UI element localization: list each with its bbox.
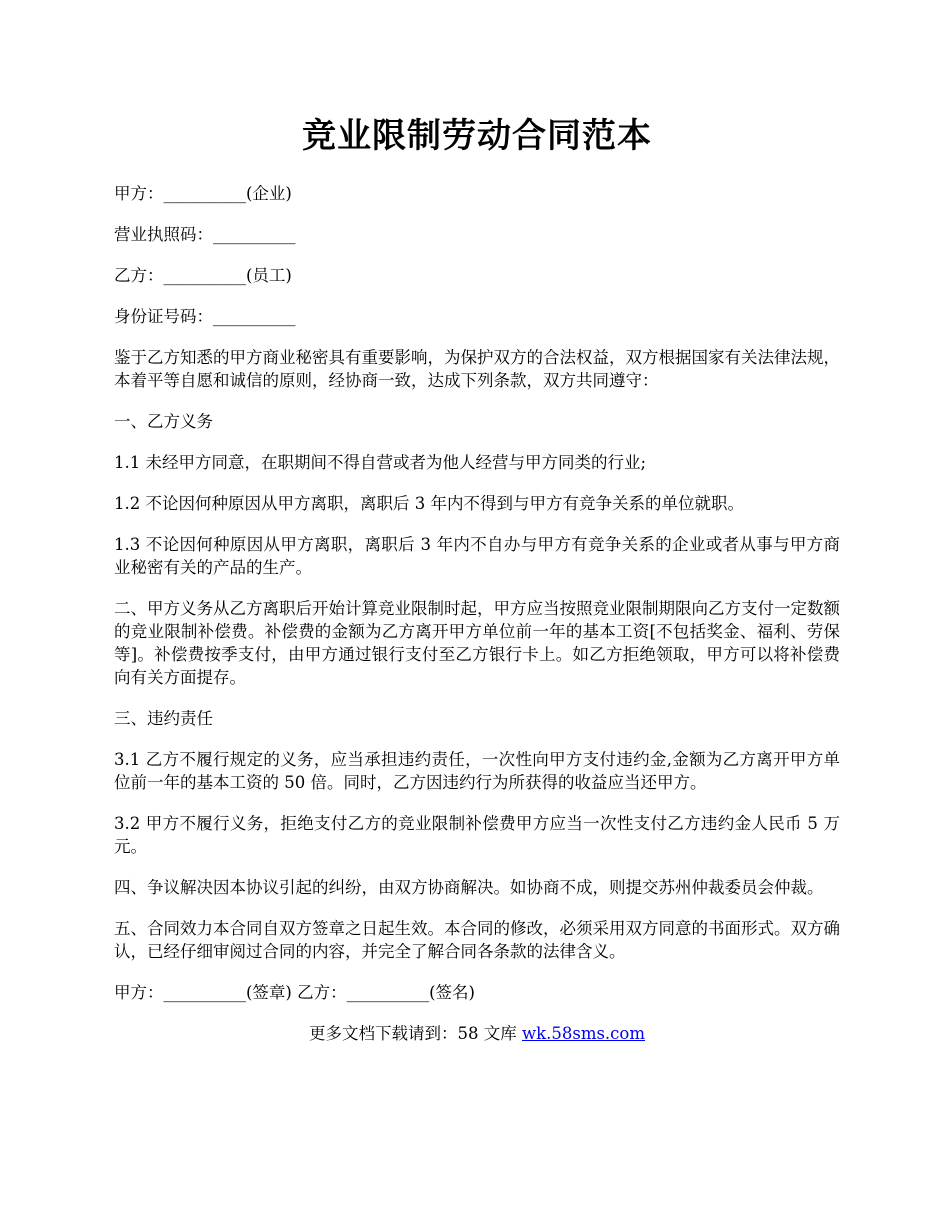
clause-1-2: 1.2 不论因何种原因从甲方离职，离职后 3 年内不得到与甲方有竞争关系的单位就职。 [114,494,744,513]
footer-text: 更多文档下载请到：58 文库 [308,1024,522,1043]
clause-1-1: 1.1 未经甲方同意，在职期间不得自营或者为他人经营与甲方同类的行业; [114,453,647,472]
section-2-paragraph: 二、甲方义务从乙方离职后开始计算竞业限制时起，甲方应当按照竞业限制期限向乙方支付一定数额的竞业限制补偿费。补偿费的金额为乙方离开甲方单位前一年的基本工资[不包括奖金、福利、劳保等]。补偿费按季支付，由甲方通过银行支付至乙方银行卡上。如乙方拒绝领取，甲方可以将补偿费向有关方面提存。 [114,599,840,687]
section-5-paragraph: 五、合同效力本合同自双方签章之日起生效。本合同的修改，必须采用双方同意的书面形式。双方确认，已经仔细审阅过合同的内容，并完全了解合同各条款的法律含义。 [114,919,840,961]
signature-line: 甲方：__________(签章) 乙方：__________(签名) [114,983,475,1002]
clause-3-1: 3.1 乙方不履行规定的义务，应当承担违约责任，一次性向甲方支付违约金,金额为乙方离开甲方单位前一年的基本工资的 50 倍。同时，乙方因违约行为所获得的收益应当还甲方。 [114,750,840,792]
clause-1-3: 1.3 不论因何种原因从甲方离职，离职后 3 年内不自办与甲方有竞争关系的企业或者从事与甲方商业秘密有关的产品的生产。 [114,535,840,577]
clause-3-2: 3.2 甲方不履行义务，拒绝支付乙方的竞业限制补偿费甲方应当一次性支付乙方违约金人民币 5 万元。 [114,814,840,856]
section-heading-1: 一、乙方义务 [114,412,213,431]
section-4-paragraph: 四、争议解决因本协议引起的纠纷，由双方协商解决。如协商不成，则提交苏州仲裁委员会仲裁。 [114,878,824,897]
party-b-line: 乙方：__________(员工) [114,266,292,285]
section-heading-3: 三、违约责任 [114,709,213,728]
party-a-line: 甲方：__________(企业) [114,184,292,203]
preamble-paragraph: 鉴于乙方知悉的甲方商业秘密具有重要影响，为保护双方的合法权益，双方根据国家有关法律法规，本着平等自愿和诚信的原则，经协商一致，达成下列条款，双方共同遵守： [114,348,840,390]
document-title: 竞业限制劳动合同范本 [302,116,652,156]
id-number-line: 身份证号码：__________ [114,307,296,326]
footer-link[interactable]: wk.58sms.com [521,1024,645,1043]
download-footer [114,1022,840,1045]
business-license-line: 营业执照码：__________ [114,225,296,244]
